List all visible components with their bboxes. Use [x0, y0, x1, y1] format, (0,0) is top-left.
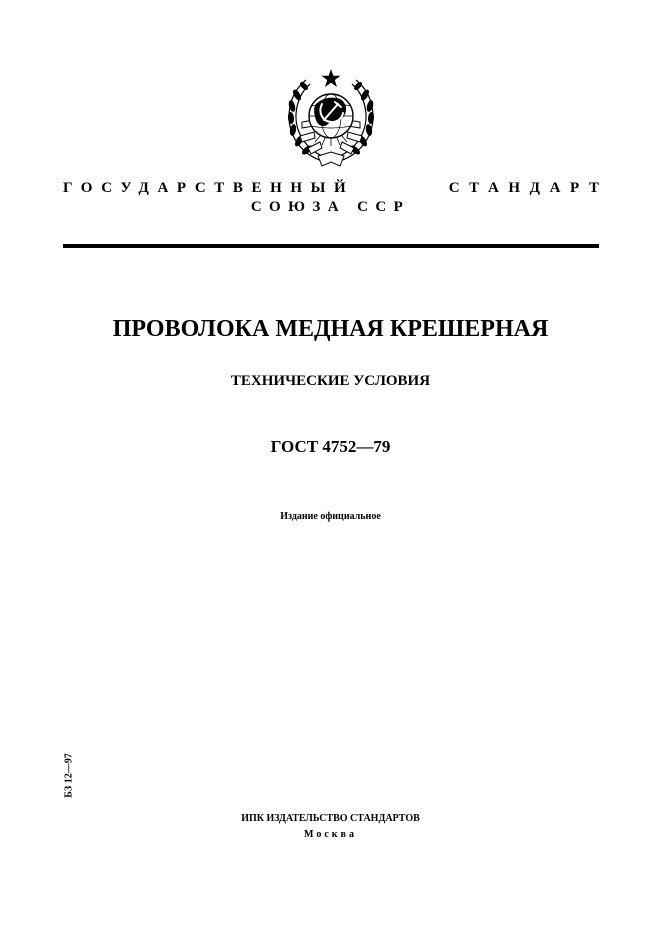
publisher-name: ИПК ИЗДАТЕЛЬСТВО СТАНДАРТОВ: [241, 813, 420, 824]
side-catalog-text: БЗ 12—97: [63, 752, 75, 798]
document-subtitle: ТЕХНИЧЕСКИЕ УСЛОВИЯ: [230, 373, 431, 389]
publisher-city: Москва: [304, 829, 357, 840]
side-catalog-note: [62, 735, 76, 815]
document-title: ПРОВОЛОКА МЕДНАЯ КРЕШЕРНАЯ: [112, 316, 549, 342]
edition-note: Издание официальное: [280, 511, 381, 522]
header-word-standard: СТАНДАРТ: [448, 180, 609, 196]
header-divider: [63, 244, 599, 248]
ussr-coat-of-arms-icon: [280, 66, 382, 170]
header-state-standard: [63, 180, 609, 197]
document-code: ГОСТ 4752—79: [270, 437, 391, 456]
header-word-state: ГОСУДАРСТВЕННЫЙ: [63, 180, 355, 196]
header-union: СОЮЗА ССР: [250, 199, 411, 215]
